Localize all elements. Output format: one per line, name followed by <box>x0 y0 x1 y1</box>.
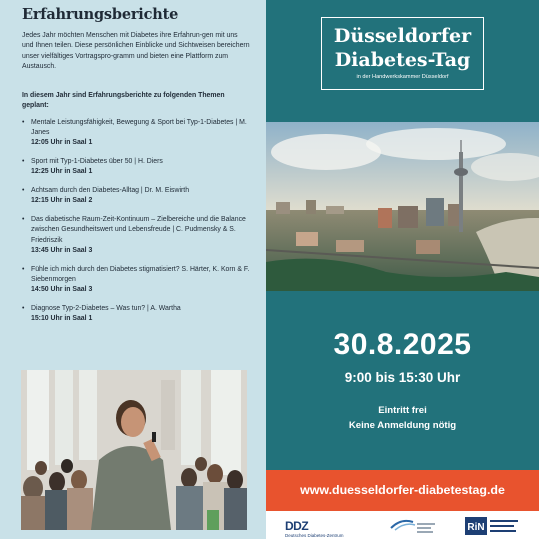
intro-text: Jedes Jahr möchten Menschen mit Diabetes ihre Erfahrun-gen mit uns und Ihnen teilen. Diese persönlichen Einblicke und Sichtweisen bereichern unser vielfältiges Vortragspro-gramm und bieten eine Plattform zum Austausch. <box>22 32 250 70</box>
bullet-icon: • <box>22 158 25 166</box>
talk-time: 12:15 Uhr in Saal 2 <box>31 197 93 205</box>
admission-text: Eintritt frei <box>378 405 427 416</box>
ddz-logo: DDZ <box>285 519 309 533</box>
partner-logo <box>387 516 439 536</box>
talk-title: Sport mit Typ-1-Diabetes über 50 | H. Diers <box>31 158 163 166</box>
event-logo <box>321 17 484 90</box>
event-time: 9:00 bis 15:30 Uhr <box>344 370 461 385</box>
talk-time: 12:25 Uhr in Saal 1 <box>31 168 93 176</box>
bullet-icon: • <box>22 187 25 195</box>
bullet-icon: • <box>22 216 25 224</box>
talk-title: Mentale Leistungsfähigkeit, Bewegung & Sport bei Typ-1-Diabetes | M. Janes <box>31 119 247 137</box>
ddz-logo-subtitle: Deutsches Diabetes-Zentrum <box>285 533 344 538</box>
themes-intro: In diesem Jahr sind Erfahrungsberichte zu folgenden Themen geplant: <box>22 92 225 110</box>
talk-time: 13:45 Uhr in Saal 3 <box>31 246 93 254</box>
talk-item <box>22 186 254 206</box>
bullet-icon: • <box>22 119 25 126</box>
talk-time: 15:10 Uhr in Saal 1 <box>31 315 93 323</box>
talk-item <box>22 304 254 324</box>
talk-list <box>22 118 254 333</box>
conference-photo <box>21 370 247 530</box>
website-link[interactable]: www.duesseldorfer-diabetestag.de <box>266 470 539 511</box>
talk-item <box>22 118 254 149</box>
svg-text:RiN: RiN <box>467 522 485 533</box>
info-panel <box>0 0 266 539</box>
talk-time: 12:05 Uhr in Saal 1 <box>31 139 93 147</box>
talk-item <box>22 215 254 256</box>
talk-title: Achtsam durch den Diabetes-Alltag | Dr. M. Eiswirth <box>31 187 190 195</box>
city-skyline-image <box>266 122 539 291</box>
rin-logo <box>465 517 521 535</box>
talk-item <box>22 157 254 177</box>
event-date: 30.8.2025 <box>333 328 472 361</box>
bullet-icon: • <box>22 304 25 312</box>
talk-title: Fühle ich mich durch den Diabetes stigmatisiert? S. Härter, K. Korn & F. Siebenmorgen <box>31 265 250 283</box>
sponsor-logos <box>266 511 539 539</box>
section-title: Erfahrungsberichte <box>22 6 179 23</box>
event-panel <box>266 0 539 539</box>
bullet-icon: • <box>22 265 25 273</box>
talk-item <box>22 265 254 296</box>
logo-subtitle: in der Handwerkskammer Düsseldorf <box>356 74 449 80</box>
logo-title-line2: Diabetes-Tag <box>334 49 471 71</box>
registration-text: Keine Anmeldung nötig <box>348 419 457 431</box>
talk-time: 14:50 Uhr in Saal 3 <box>31 286 93 294</box>
admission-info <box>266 404 539 433</box>
logo-title-line1: Düsseldorfer <box>333 25 472 47</box>
talk-title: Diagnose Typ-2-Diabetes – Was tun? | A. Wartha <box>31 304 181 312</box>
talk-title: Das diabetische Raum-Zeit-Kontinuum – Zielbereiche und die Balance zwischen Gesundheitswert und Lebensfreude | C. Pudmensky & S. Friedriszik <box>31 216 246 244</box>
